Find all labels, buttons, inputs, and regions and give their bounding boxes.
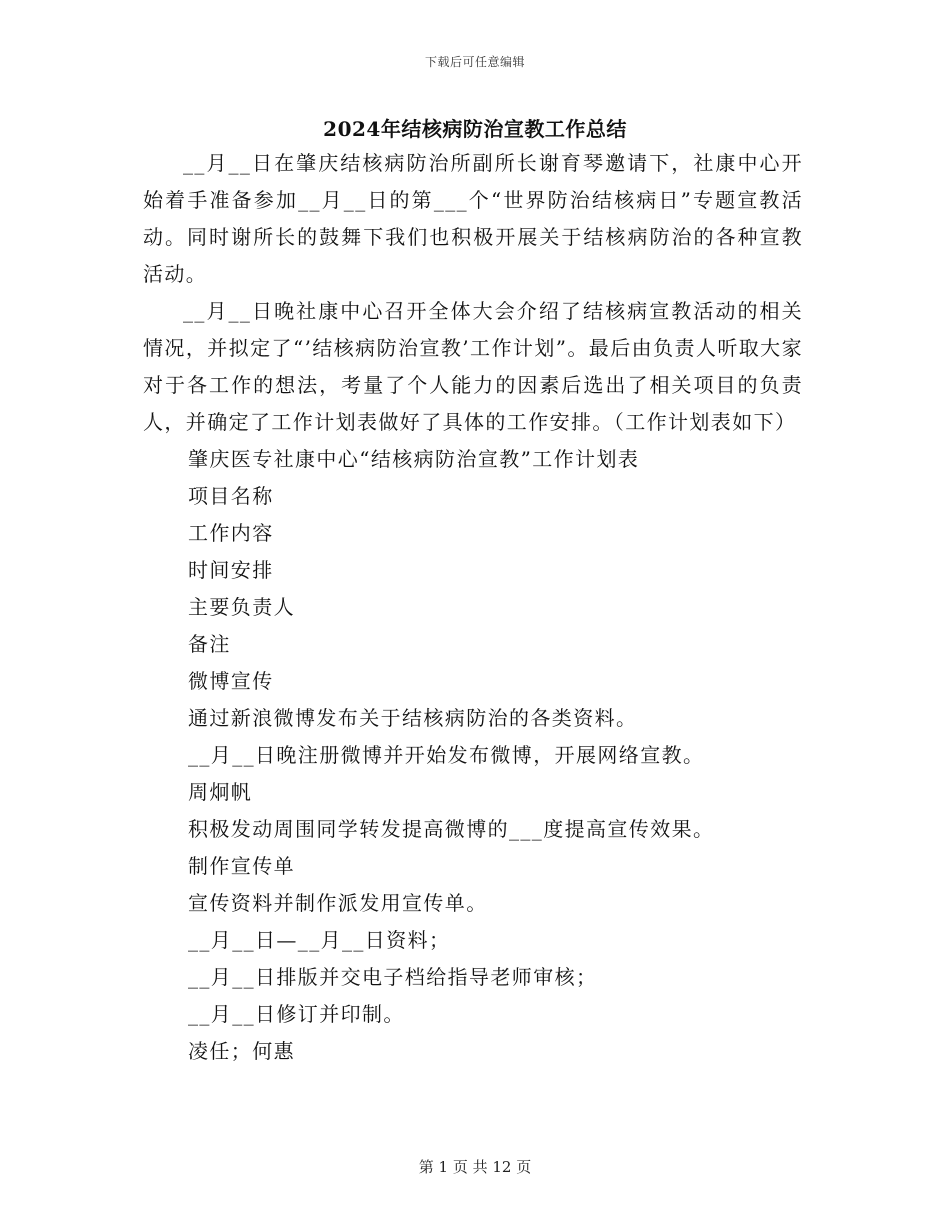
table-cell: 制作宣传单 [188, 854, 295, 878]
document-title: 2024年结核病防治宣教工作总结 [323, 117, 627, 141]
table-cell: 积极发动周围同学转发提高微博的___度提高宣传效果。 [188, 817, 715, 841]
table-header-notes: 备注 [188, 632, 231, 656]
table-cell: 通过新浪微博发布关于结核病防治的各类资料。 [188, 706, 638, 730]
table-header-schedule: 时间安排 [188, 558, 274, 582]
table-header-lead: 主要负责人 [188, 595, 295, 619]
table-header-project-name: 项目名称 [188, 484, 274, 508]
document-body [143, 145, 803, 1070]
table-header-work-content: 工作内容 [188, 521, 274, 545]
paragraph: __月__日在肇庆结核病防治所副所长谢育琴邀请下，社康中心开始着手准备参加__月__日的第___个“世界防治结核病日”专题宣教活动。同时谢所长的鼓舞下我们也积极开展关于结核病防治的各种宣教活动。 [143, 151, 803, 286]
table-cell: 宣传资料并制作派发用宣传单。 [188, 891, 488, 915]
table-cell: __月__日晚注册微博并开始发布微博，开展网络宣教。 [188, 743, 705, 767]
header-note: 下载后可任意编辑 [424, 55, 525, 69]
table-cell: 微博宣传 [188, 669, 274, 693]
paragraph: __月__日晚社康中心召开全体大会介绍了结核病宣教活动的相关情况，并拟定了“’结核病防治宣教’工作计划”。最后由负责人听取大家对于各工作的想法，考量了个人能力的因素后选出了相关项目的负责人，并确定了工作计划表做好了具体的工作安排。（工作计划表如下） [143, 299, 803, 434]
table-cell: __月__日排版并交电子档给指导老师审核； [188, 965, 598, 989]
table-cell: __月__日—__月__日资料； [188, 928, 451, 952]
plan-table-title: 肇庆医专社康中心“结核病防治宣教”工作计划表 [188, 447, 640, 471]
table-cell: 周炯帆 [188, 780, 253, 804]
table-cell: 凌任；何惠 [188, 1039, 295, 1063]
table-cell: __月__日修订并印制。 [188, 1002, 405, 1026]
page-number: 第 1 页 共 12 页 [418, 1158, 532, 1176]
